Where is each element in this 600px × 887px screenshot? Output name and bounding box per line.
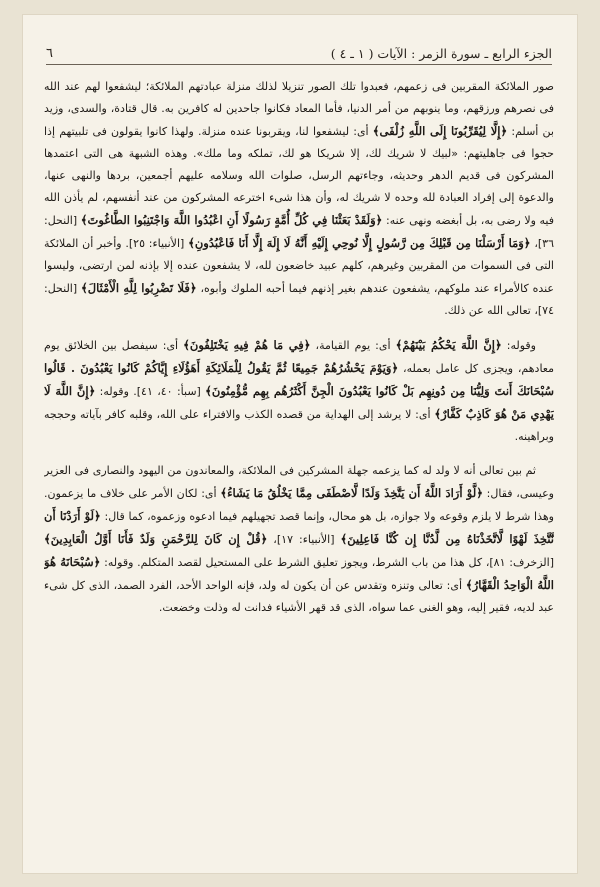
quran-verse: ﴿سُبْحَانَهُ هُوَ اللَّهُ الْوَاحِدُ الْقَهَّارُ﴾ <box>44 555 554 592</box>
commentary-text: [النحل: ٣٦]، <box>44 214 554 250</box>
page-number: ٦ <box>46 46 53 61</box>
quran-verse: ﴿فِي مَا هُمْ فِيهِ يَخْتَلِفُونَ﴾ <box>183 338 311 352</box>
commentary-text: أى: يوم القيامة، <box>310 339 396 352</box>
paragraph <box>44 334 554 448</box>
quran-verse: ﴿إِلَّا لِيُقَرِّبُونَا إِلَى اللَّهِ زُلْفَى﴾ <box>372 124 508 138</box>
commentary-text: [الأنبياء: ١٧]، <box>267 533 341 546</box>
commentary-text: أى: تعالى وتنزه وتقدس عن أن يكون له ولد، فإنه الواحد الأحد، الفرد الصمد، الذى كل شىء عبد لديه، فقير إليه، وهو الغنى عما سواه، الذى قد قهر الأشياء فدانت له وذلت وخضعت. <box>44 579 554 614</box>
quran-verse: ﴿لَّوْ أَرَادَ اللَّهُ أَن يَتَّخِذَ وَلَدًا لَّاصْطَفَى مِمَّا يَخْلُقُ مَا يَشَاءُ﴾ <box>220 486 483 500</box>
commentary-text: ثم بين تعالى أنه لا ولد له كما يزعمه جهلة المشركين فى الملائكة، والمعاندون من اليهود والنصارى فى العزير وعيسى، فقال: <box>44 464 554 500</box>
commentary-text: أى: لكان الأمر على خلاف ما يزعمون. وهذا شرط لا يلزم وقوعه ولا جوازه، بل هو محال، وإنما قصد تجهيلهم فيما ادعوه وزعموه، كما قال: <box>44 487 554 523</box>
paragraph <box>44 460 554 619</box>
commentary-text: [النحل: ٧٤]، تعالى الله عن ذلك. <box>44 282 554 317</box>
quran-verse: ﴿وَمَا أَرْسَلْنَا مِن قَبْلِكَ مِن رَّسُولٍ إِلَّا نُوحِي إِلَيْهِ أَنَّهُ لَا إِلَهَ إِلَّا أَنَا فَاعْبُدُونِ﴾ <box>188 236 531 250</box>
commentary-text: أى: سيفصل بين الخلائق يوم معادهم، ويجزى كل عامل بعمله، <box>44 339 554 375</box>
book-page <box>22 14 578 874</box>
quran-verse: ﴿وَيَوْمَ يَحْشُرُهُمْ جَمِيعًا ثُمَّ يَقُولُ لِلْمَلَائِكَةِ أَهَؤُلَاءِ إِيَّاكُمْ كَانُوا يَعْبُدُونَ . قَالُوا سُبْحَانَكَ أَنتَ وَلِيُّنَا مِن دُونِهِم بَلْ كَانُوا يَعْبُدُونَ الْجِنَّ أَكْثَرُهُم بِهِم مُّؤْمِنُونَ﴾ <box>44 361 554 398</box>
commentary-text: أى: لا يرشد إلى الهداية من قصده الكذب والافتراء على الله، وقلبه كافر بآياته وحججه وبراهينه. <box>44 408 554 443</box>
quran-verse: ﴿لَوْ أَرَدْنَا أَن نَّتَّخِذَ لَهْوًا لَّاتَّخَذْنَاهُ مِن لَّدُنَّا إِن كُنَّا فَاعِلِينَ﴾ <box>44 509 554 546</box>
commentary-text: [الأنبياء: ٢٥]. وأخبر أن الملائكة التى فى السموات من المقربين وغيرهم، كلهم عبيد خاضعون لله، لا يشفعون عنده إلا بإذنه لمن ارتضى، وليسوا عنده كالأمراء عند ملوكهم، يشفعون عندهم بغير إذنهم فيما أحبه الملوك وأبوه، <box>44 237 554 295</box>
quran-verse: ﴿وَلَقَدْ بَعَثْنَا فِي كُلِّ أُمَّةٍ رَسُولًا أَنِ اعْبُدُوا اللَّهَ وَاجْتَنِبُوا الطَّاغُوتَ﴾ <box>80 213 383 227</box>
quran-verse: ﴿إِنَّ اللَّهَ لَا يَهْدِي مَنْ هُوَ كَاذِبٌ كَفَّارٌ﴾ <box>44 384 554 421</box>
commentary-text: [الزخرف: ٨١]، كل هذا من باب الشرط، ويجوز تعليق الشرط على المستحيل لقصد المتكلم. وقوله: <box>100 556 554 569</box>
page-body <box>44 76 554 832</box>
commentary-text: صور الملائكة المقربين فى زعمهم، فعبدوا تلك الصور تنزيلا لذلك منزلة عبادتهم الملائكة؛ ليشفعوا لهم عند الله فى نصرهم ورزقهم، وما ينوبهم من أمر الدنيا، فأما المعاد فكانوا جاحدين له كافرين به. قال قتادة، والسدى، وزيد بن أسلم: <box>44 80 554 138</box>
paragraph <box>44 76 554 322</box>
commentary-text: [سبأ: ٤٠، ٤١]. وقوله: <box>95 385 206 398</box>
page-header <box>46 36 552 65</box>
quran-verse: ﴿قُلْ إِن كَانَ لِلرَّحْمَنِ وَلَدٌ فَأَنَا أَوَّلُ الْعَابِدِينَ﴾ <box>44 532 268 546</box>
quran-verse: ﴿فَلَا تَضْرِبُوا لِلَّهِ الْأَمْثَالَ﴾ <box>81 281 197 295</box>
commentary-text: وقوله: <box>501 339 536 352</box>
commentary-text: أى: ليشفعوا لنا، ويقربونا عنده منزلة. ولهذا كانوا يقولون فى تلبيتهم إذا حجوا فى جاهليتهم: «لبيك لا شريك لك، إلا شريكا هو لك، تملكه وما ملك». وهذه الشبهة هى التى اعتمدها المشركون فى قديم الدهر وحديثه، وجاءتهم الرسل، صلوات الله وسلامه عليهم أجمعين، بردها والنهى عنها، والدعوة إلى إفراد العبادة لله وحده لا شريك له، وأن هذا شىء اخترعه المشركون من عند أنفسهم، لم يأذن الله فيه ولا رضى به، بل أبغضه ونهى عنه: <box>44 125 554 227</box>
quran-verse: ﴿إِنَّ اللَّهَ يَحْكُمُ بَيْنَهُمْ﴾ <box>395 338 502 352</box>
running-head: الجزء الرابع ـ سورة الزمر : الآيات ( ١ ـ ٤ ) <box>330 46 552 61</box>
